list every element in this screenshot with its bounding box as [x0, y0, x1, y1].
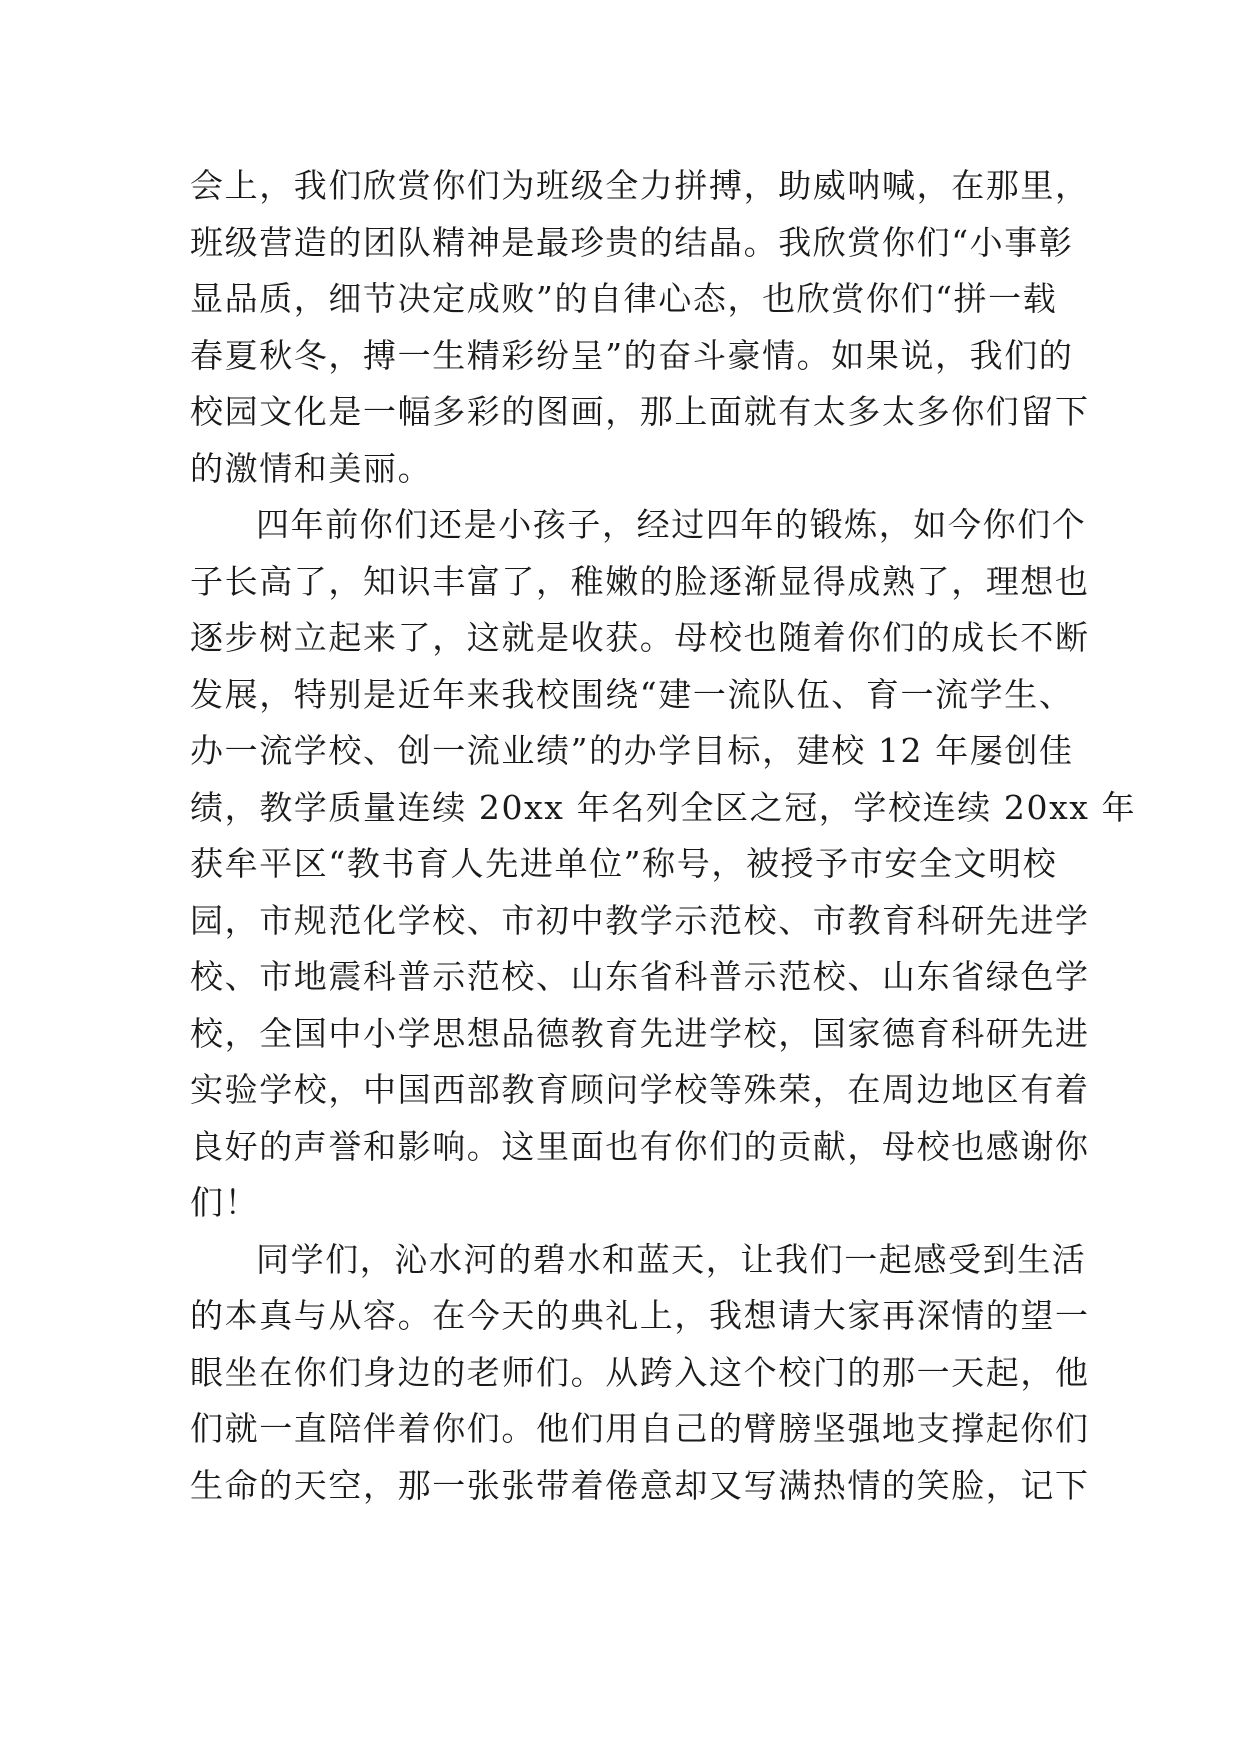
text-line: 生命的天空，那一张张带着倦意却又写满热情的笑脸，记下	[190, 1465, 1090, 1505]
text-line: 园，市规范化学校、市初中教学示范校、市教育科研先进学	[190, 900, 1090, 940]
text-line: 四年前你们还是小孩子，经过四年的锻炼，如今你们个	[256, 505, 1087, 544]
text-line: 良好的声誉和影响。这里面也有你们的贡献，母校也感谢你	[190, 1126, 1090, 1166]
text-line: 们！	[190, 1183, 260, 1222]
paragraph	[190, 158, 1090, 497]
text-line: 会上，我们欣赏你们为班级全力拼搏，助威呐喊，在那里，	[190, 166, 1090, 205]
text-line: 获牟平区“教书育人先进单位”称号，被授予市安全文明校	[190, 844, 1058, 883]
text-line: 校，全国中小学思想品德教育先进学校，国家德育科研先进	[190, 1013, 1090, 1053]
paragraph	[190, 497, 1137, 1232]
text-line: 校园文化是一幅多彩的图画，那上面就有太多太多你们留下	[190, 392, 1090, 431]
text-line: 实验学校，中国西部教育顾问学校等殊荣，在周边地区有着	[190, 1070, 1090, 1109]
text-line: 逐步树立起来了，这就是收获。母校也随着你们的成长不断	[190, 618, 1090, 657]
body-text	[190, 158, 1137, 1514]
text-line: 眼坐在你们身边的老师们。从跨入这个校门的那一天起，他	[190, 1352, 1090, 1392]
paragraph	[190, 1232, 1090, 1515]
text-line: 春夏秋冬，搏一生精彩纷呈”的奋斗豪情。如果说，我们的	[190, 335, 1074, 375]
text-line: 班级营造的团队精神是最珍贵的结晶。我欣赏你们“小事彰	[190, 222, 1074, 262]
text-line: 发展，特别是近年来我校围绕“建一流队伍、育一流学生、	[190, 674, 1074, 714]
text-line: 校、市地震科普示范校、山东省科普示范校、山东省绿色学	[190, 957, 1090, 996]
text-line: 绩，教学质量连续 20xx 年名列全区之冠，学校连续 20xx 年	[190, 787, 1137, 827]
text-line: 子长高了，知识丰富了，稚嫩的脸逐渐显得成熟了，理想也	[190, 561, 1090, 601]
text-line: 们就一直陪伴着你们。他们用自己的臂膀坚强地支撑起你们	[190, 1409, 1090, 1448]
text-line: 的本真与从容。在今天的典礼上，我想请大家再深情的望一	[190, 1296, 1090, 1335]
text-line: 的激情和美丽。	[190, 448, 433, 488]
text-line: 显品质，细节决定成败”的自律心态，也欣赏你们“拼一载	[190, 279, 1058, 318]
text-line: 同学们，沁水河的碧水和蓝天，让我们一起感受到生活	[256, 1239, 1087, 1279]
text-line: 办一流学校、创一流业绩”的办学目标，建校 12 年屡创佳	[190, 731, 1074, 770]
